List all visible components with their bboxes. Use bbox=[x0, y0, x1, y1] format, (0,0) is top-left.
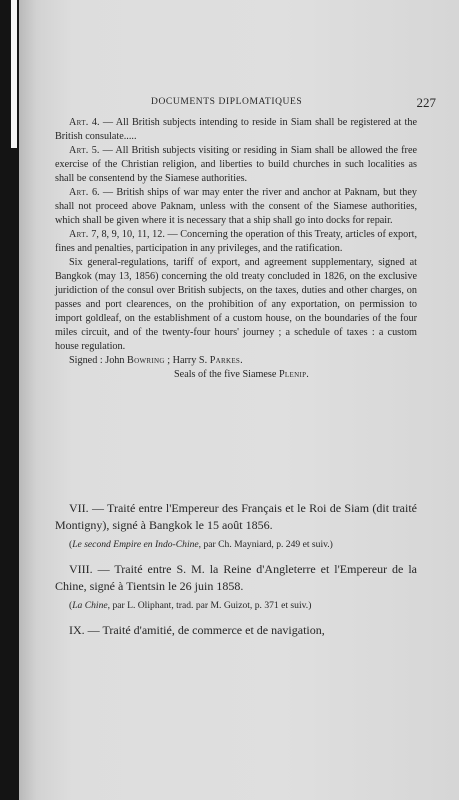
article-label: Art. bbox=[69, 145, 89, 156]
article-text: 7, 8, 9, 10, 11, 12. — Concerning the operation of this Treaty, articles of export, fines and penalties, participation in any privileges, and the ratification. bbox=[55, 229, 417, 254]
seals-line: Seals of the five Siamese Plenip. bbox=[174, 369, 309, 380]
scan-edge-strip bbox=[11, 0, 17, 148]
articles-7-12 bbox=[55, 228, 417, 256]
article-5 bbox=[55, 144, 417, 186]
page-header bbox=[151, 95, 436, 111]
article-4 bbox=[55, 116, 417, 144]
entry-viii-title: VIII. — Traité entre S. M. la Reine d'Angleterre et l'Empereur de la Chine, signé à Tientsin le 26 juin 1858. bbox=[55, 562, 417, 593]
entry-vii-source: (Le second Empire en Indo-Chine, par Ch. Mayniard, p. 249 et suiv.) bbox=[69, 539, 333, 550]
source-work-title: Le second Empire en Indo-Chine bbox=[72, 539, 199, 550]
seals-abbr: Plenip bbox=[278, 369, 307, 380]
book-page bbox=[19, 0, 459, 800]
article-text: 4. — All British subjects intending to reside in Siam shall be registered at the British consulate..... bbox=[55, 117, 417, 142]
signatory-bowring: Bowring bbox=[127, 355, 165, 366]
entry-vii-title: VII. — Traité entre l'Empereur des Français et le Roi de Siam (dit traité Montigny), signé à Bangkok le 15 août 1856. bbox=[55, 501, 417, 532]
entry-viii-source: (La Chine, par L. Oliphant, trad. par M. Guizot, p. 371 et suiv.) bbox=[69, 600, 312, 611]
article-label: Art. bbox=[69, 117, 89, 128]
source-work-title: La Chine bbox=[72, 600, 108, 611]
article-label: Art. bbox=[69, 229, 89, 240]
article-label: Art. bbox=[69, 187, 89, 198]
signatory-parkes: Parkes bbox=[209, 355, 241, 366]
treaty-entries bbox=[55, 500, 417, 639]
signature-line: Signed : John Bowring ; Harry S. Parkes. bbox=[69, 355, 243, 366]
body-text bbox=[55, 116, 417, 382]
article-text: 6. — British ships of war may enter the river and anchor at Paknam, but they shall not proceed above Paknam, unless with the consent of the Siamese authorities, which shall be given where it is necessary that a ship shall go into docks for repair. bbox=[55, 187, 417, 226]
article-6 bbox=[55, 186, 417, 228]
article-text: 5. — All British subjects visiting or residing in Siam shall be allowed the free exercise of the Christian religion, and liberties to build churches in such localities as shall be consentend by the Siamese authorities. bbox=[55, 145, 417, 184]
general-regulations-paragraph: Six general-regulations, tariff of export, and agreement supplementary, signed at Bangkok (may 13, 1856) concerning the old treaty concluded in 1826, on the exclusive juridiction of the consul over British subjects, on the taxes, duties and other charges, on passes and port clearences, on the prohibition of any exportation, on permission to import goldleaf, on the establishment of a custom house, on the boundaries of the four miles circuit, and of the twenty-four hours' journey ; a schedule of taxes : a custom house regulation. bbox=[55, 257, 417, 352]
page-number: 227 bbox=[416, 95, 436, 110]
running-head: DOCUMENTS DIPLOMATIQUES bbox=[151, 97, 303, 107]
entry-ix-title: IX. — Traité d'amitié, de commerce et de navigation, bbox=[69, 623, 325, 637]
